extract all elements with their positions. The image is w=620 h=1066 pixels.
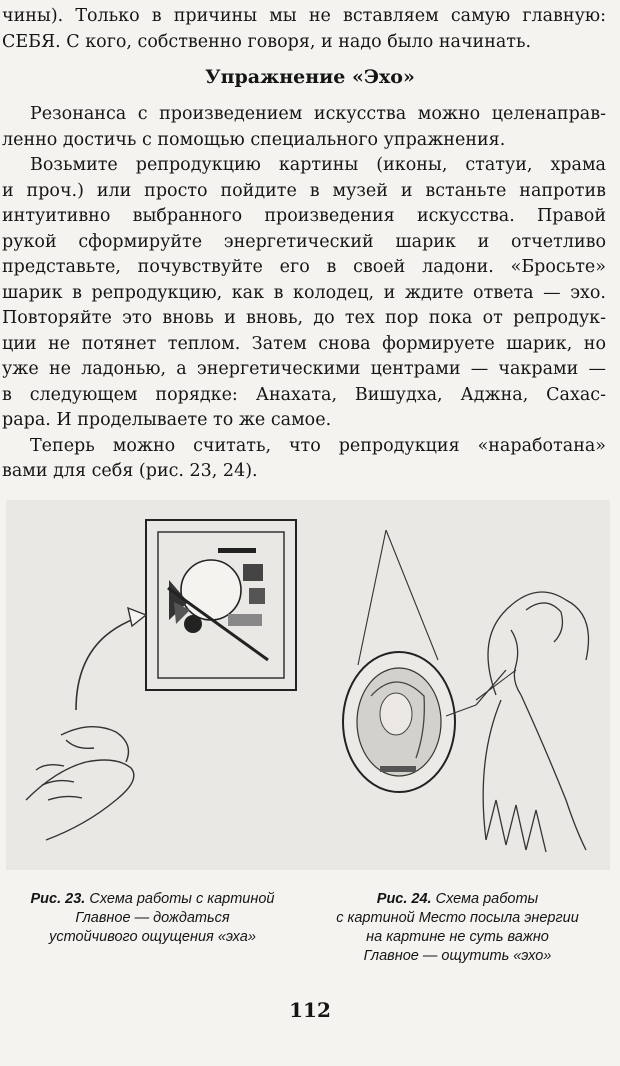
arrow-head (128, 608, 146, 626)
paragraph (2, 153, 606, 434)
text-line: чины). Только в причины мы не вставляем самую главную: (2, 6, 606, 26)
text-line: Резонанса с произведением искусства можно целенаправ- (30, 104, 606, 124)
figure-label: Рис. 23. (30, 891, 86, 907)
text-line: СЕБЯ. С кого, собственно говоря, и надо было начинать. (2, 31, 532, 52)
text-line: рукой сформируйте энергетический шарик и отчетливо (2, 231, 606, 252)
caption-line: на картине не суть важно (366, 929, 549, 945)
text-line: интуитивно выбранного произведения искусства. Правой (2, 206, 606, 226)
caption-line: Главное — дождаться (75, 910, 230, 926)
text-line: Повторяйте это вновь и вновь, до тех пор пока от репродук- (2, 308, 606, 328)
text-line: ции не потянет теплом. Затем снова формируете шарик, но (2, 333, 606, 354)
figure-24-caption (305, 890, 610, 966)
woman-drawing (446, 592, 589, 852)
energy-arrow (76, 615, 146, 710)
text-line: в следующем порядке: Анахата, Вишудха, Аджна, Сахас- (2, 384, 606, 405)
caption-line: с картиной Место посыла энергии (336, 910, 579, 926)
caption-line: Схема работы с картиной (89, 891, 275, 907)
text-line: и проч.) или просто пойдите в музей и встаньте напротив (2, 180, 606, 201)
caption-line: устойчивого ощущения «эха» (49, 929, 256, 945)
caption-line: Схема работы (435, 891, 539, 907)
framed-painting (146, 520, 296, 690)
hands-drawing (26, 727, 134, 840)
text-line: Возьмите репродукцию картины (иконы, статуи, храма (30, 155, 606, 175)
text-line: представьте, почувствуйте его в своей ладони. «Бросьте» (2, 257, 606, 277)
text-line: ленно достичь с помощью специального упражнения. (2, 129, 506, 150)
body-text (2, 102, 606, 485)
caption-line: Главное — ощутить «эхо» (363, 948, 552, 964)
page-number: 112 (289, 998, 331, 1022)
text-line: уже не ладонью, а энергетическими центрами — чакрами — (2, 359, 606, 379)
text-line: рара. И проделываете то же самое. (2, 410, 332, 430)
section-heading: Упражнение «Эхо» (205, 66, 415, 88)
paragraph (2, 102, 606, 153)
text-line: вами для себя (рис. 23, 24). (2, 461, 258, 481)
intro-text (2, 4, 606, 55)
text-line: Теперь можно считать, что репродукция «наработана» (30, 435, 606, 456)
paragraph (2, 434, 606, 485)
oval-portrait (343, 652, 455, 792)
figure-23-caption (0, 890, 305, 947)
illustration (6, 500, 610, 870)
energy-cone (358, 530, 438, 665)
figure-label: Рис. 24. (376, 891, 432, 907)
text-line: шарик в репродукцию, как в колодец, и ждите ответа — эхо. (2, 282, 606, 303)
